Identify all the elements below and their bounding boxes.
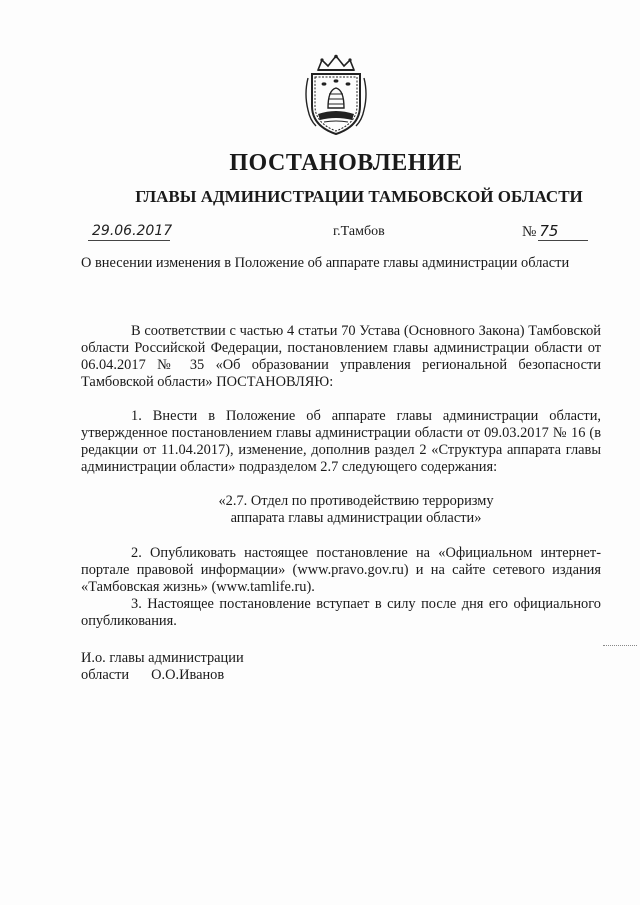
- inserted-subsection-line-1: «2.7. Отдел по противодействию терроризму: [218, 493, 494, 509]
- date-underline: [88, 240, 170, 241]
- document-city: г.Тамбов: [333, 224, 385, 239]
- document-subtitle: ГЛАВЫ АДМИНИСТРАЦИИ ТАМБОВСКОЙ ОБЛАСТИ: [135, 187, 583, 206]
- inserted-subsection-line-2: аппарата главы администрации области»: [230, 510, 482, 526]
- document-subject: О внесении изменения в Положение об аппарате главы администрации области: [81, 255, 570, 271]
- signature-row: [81, 667, 224, 684]
- signatory-position: И.о. главы администрации: [81, 650, 244, 666]
- document-date: 29.06.2017: [92, 223, 173, 239]
- document-title: ПОСТАНОВЛЕНИЕ: [229, 150, 463, 176]
- item-1-paragraph: 1. Внести в Положение об аппарате главы администрации области, утвержденное постановлением главы администрации области от 09.03.2017 № 16 (в редакции от 11.04.2017), изменение, дополнив раздел 2 «Структура аппарата главы администрации области» подразделом 2.7 следующего содержания:: [81, 408, 601, 475]
- tambov-coat-of-arms-icon: [300, 54, 372, 138]
- document-number-field: [522, 222, 558, 241]
- inserted-subsection: [81, 493, 601, 527]
- margin-mark: [603, 645, 637, 646]
- number-underline: [538, 240, 588, 241]
- document-number: 75: [539, 222, 559, 240]
- number-prefix: №: [522, 224, 537, 240]
- signatory-position-cont: области: [81, 667, 130, 683]
- item-3-paragraph: 3. Настоящее постановление вступает в силу после дня его официального опубликования.: [81, 596, 601, 629]
- item-2-paragraph: 2. Опубликовать настоящее постановление на «Официальном интернет-портале правовой информации» (www.pravo.gov.ru) и на сайте сетевого издания «Тамбовская жизнь» (www.tamlife.ru).: [81, 545, 601, 595]
- preamble-paragraph: В соответствии с частью 4 статьи 70 Устава (Основного Закона) Тамбовской области Российской Федерации, постановлением главы администрации области от 06.04.2017 № 35 «Об образовании управления региональной безопасности Тамбовской области» ПОСТАНОВЛЯЮ:: [81, 323, 601, 390]
- signatory-name: О.О.Иванов: [151, 667, 225, 683]
